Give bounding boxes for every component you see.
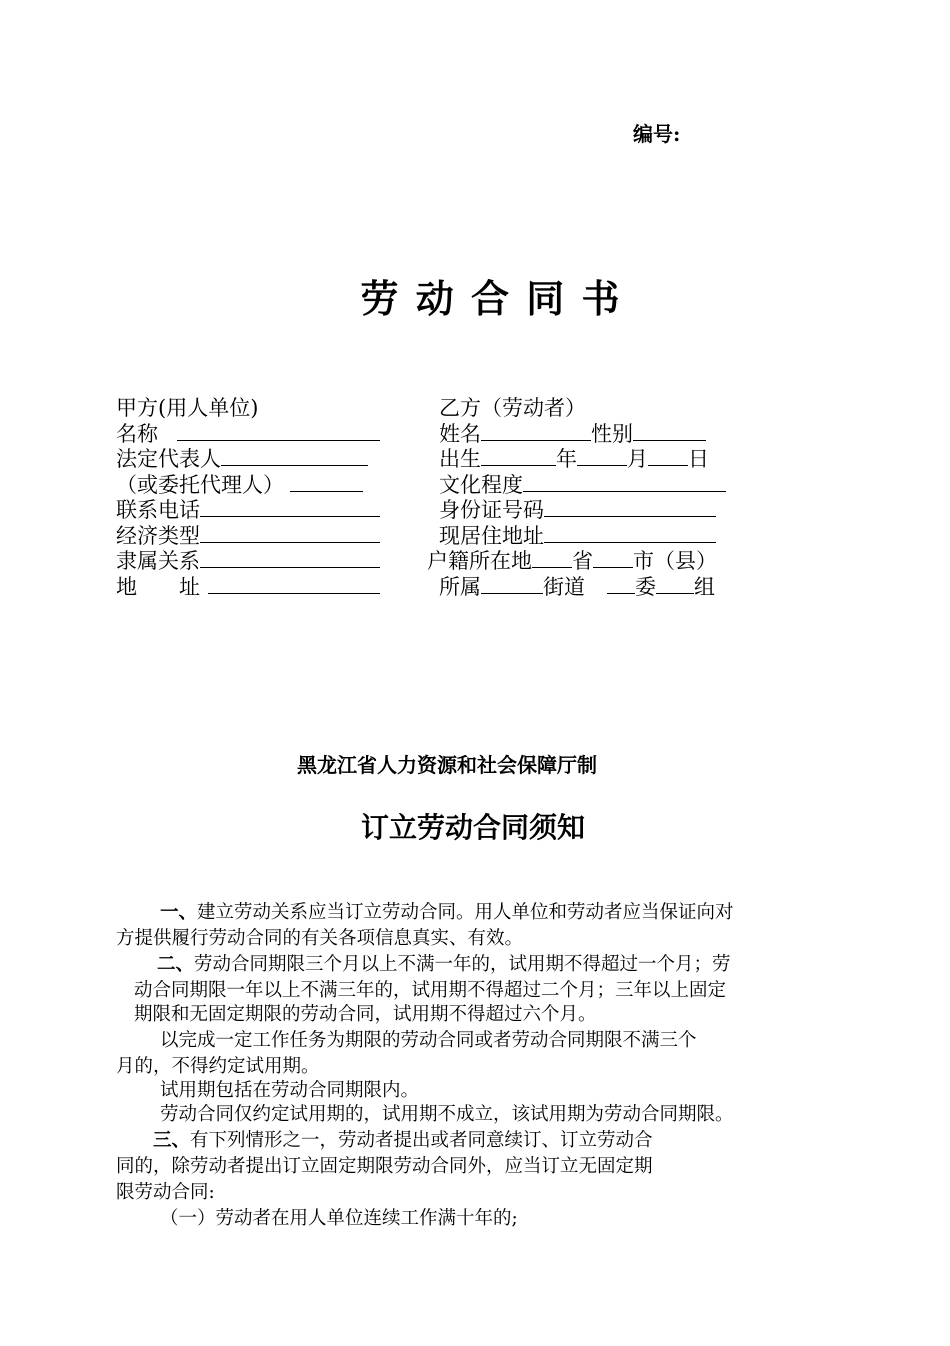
party-b-residence-row <box>439 524 726 550</box>
party-b-birth-label: 出生 <box>439 447 481 471</box>
party-a-address-field[interactable] <box>208 575 380 594</box>
party-b-belong-row <box>439 575 726 601</box>
notice-p6-line2: 同的，除劳动者提出订立固定期限劳动合同外，应当订立无固定期 <box>116 1156 653 1177</box>
party-b-gender-label: 性别 <box>591 421 633 446</box>
party-a-phone-row <box>116 498 380 524</box>
birth-month-field[interactable] <box>577 447 627 466</box>
party-a-name-row <box>116 422 380 448</box>
household-city-field[interactable] <box>593 549 633 568</box>
party-a-legal-rep-field[interactable] <box>221 447 368 466</box>
party-b-belong-label: 所属 <box>439 574 481 599</box>
party-b-heading: 乙方（劳动者） <box>439 396 586 420</box>
notice-p6-text: 有下列情形之一，劳动者提出或者同意续订、订立劳动合 <box>190 1130 653 1151</box>
notice-p1-line1 <box>160 900 734 926</box>
notice-p2-number: 二、 <box>157 954 195 975</box>
notice-p4: 试用期包括在劳动合同期限内。 <box>160 1080 420 1101</box>
party-b-education-field[interactable] <box>523 473 726 492</box>
party-b-section <box>427 396 726 600</box>
party-b-id-row <box>439 498 726 524</box>
belong-group-label: 组 <box>694 574 715 599</box>
issuer-label: 黑龙江省人力资源和社会保障厅制 <box>297 753 597 777</box>
party-b-gender-field[interactable] <box>633 422 706 441</box>
birth-day-field[interactable] <box>648 447 688 466</box>
party-a-phone-field[interactable] <box>200 498 380 517</box>
birth-day-label: 日 <box>688 447 709 471</box>
household-city-label: 市（县） <box>633 549 717 573</box>
notice-p5: 劳动合同仅约定试用期的，试用期不成立，该试用期为劳动合同期限。 <box>160 1104 734 1125</box>
belong-committee-field[interactable] <box>607 575 635 594</box>
notice-p3-line2: 月的，不得约定试用期。 <box>116 1056 320 1077</box>
party-b-household-row <box>427 549 726 575</box>
household-province-label: 省 <box>572 549 593 573</box>
party-a-affiliation-row <box>116 549 380 575</box>
party-a-name-field[interactable] <box>177 422 380 441</box>
party-a-econ-type-field[interactable] <box>200 524 380 543</box>
party-a-heading: 甲方(用人单位) <box>116 396 259 420</box>
notice-p7: （一）劳动者在用人单位连续工作满十年的; <box>160 1208 518 1229</box>
notice-p1-line2: 方提供履行劳动合同的有关各项信息真实、有效。 <box>116 928 524 949</box>
party-b-birth-row <box>439 447 726 473</box>
party-a-affiliation-field[interactable] <box>200 549 380 568</box>
party-b-residence-field[interactable] <box>544 524 716 543</box>
belong-street-label: 街道 <box>543 574 585 599</box>
notice-p6-line1 <box>153 1128 653 1154</box>
birth-month-label: 月 <box>627 447 648 471</box>
contract-number-label: 编号: <box>633 122 681 146</box>
belong-committee-label: 委 <box>635 574 656 599</box>
party-b-household-label: 户籍所在地 <box>427 549 532 573</box>
party-a-econ-type-row <box>116 524 380 550</box>
party-b-id-label: 身份证号码 <box>439 498 544 522</box>
belong-street-field[interactable] <box>481 575 543 594</box>
party-a-agent-row <box>116 473 380 499</box>
party-b-education-row <box>439 473 726 499</box>
party-a-section <box>116 396 380 600</box>
notice-p2-line2: 动合同期限一年以上不满三年的，试用期不得超过二个月；三年以上固定 <box>134 980 727 1001</box>
notice-p6-number: 三、 <box>153 1130 191 1151</box>
party-a-address-row <box>116 575 380 601</box>
party-a-legal-rep-label: 法定代表人 <box>116 447 221 471</box>
notice-p2-line1 <box>157 952 731 978</box>
notice-p1-number: 一、 <box>160 902 198 923</box>
notice-p3-line1: 以完成一定工作任务为期限的劳动合同或者劳动合同期限不满三个 <box>160 1030 697 1051</box>
party-a-legal-rep-row <box>116 447 380 473</box>
party-b-name-field[interactable] <box>481 422 591 441</box>
party-a-econ-type-label: 经济类型 <box>116 523 200 548</box>
party-b-name-row <box>439 422 726 448</box>
party-a-name-label: 名称 <box>116 421 158 446</box>
party-a-agent-field[interactable] <box>290 473 363 492</box>
party-a-affiliation-label: 隶属关系 <box>116 549 200 573</box>
party-a-phone-label: 联系电话 <box>116 498 200 522</box>
party-a-address-label: 地 址 <box>116 574 200 599</box>
party-a-agent-label: （或委托代理人） <box>116 472 284 497</box>
party-b-education-label: 文化程度 <box>439 472 523 497</box>
document-title: 劳 动 合 同 书 <box>360 276 622 321</box>
notice-p2-line3: 期限和无固定期限的劳动合同，试用期不得超过六个月。 <box>134 1004 597 1025</box>
belong-group-field[interactable] <box>656 575 694 594</box>
party-b-residence-label: 现居住地址 <box>439 523 544 548</box>
notice-p6-line3: 限劳动合同: <box>116 1182 215 1203</box>
birth-year-field[interactable] <box>481 447 556 466</box>
birth-year-label: 年 <box>556 447 577 471</box>
notice-p1-text: 建立劳动关系应当订立劳动合同。用人单位和劳动者应当保证向对 <box>197 902 734 923</box>
notice-p2-text: 劳动合同期限三个月以上不满一年的，试用期不得超过一个月；劳 <box>194 954 731 975</box>
notice-title: 订立劳动合同须知 <box>361 811 586 844</box>
party-b-id-field[interactable] <box>544 498 716 517</box>
party-b-name-label: 姓名 <box>439 421 481 446</box>
household-province-field[interactable] <box>532 549 572 568</box>
